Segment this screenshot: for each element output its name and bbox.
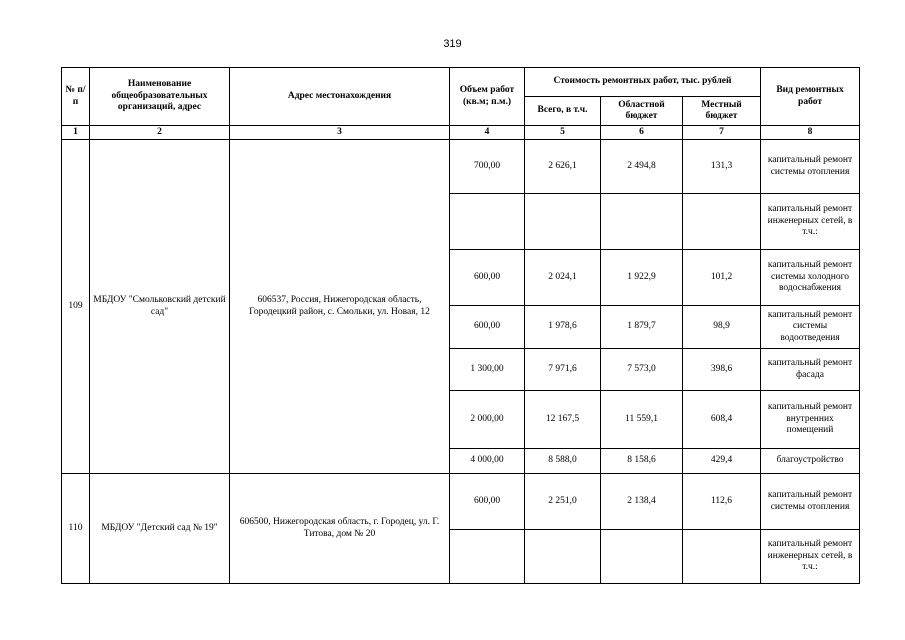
total-cell: 2 626,1 bbox=[525, 140, 601, 194]
regional-cell: 2 494,8 bbox=[601, 140, 683, 194]
repair-type-cell: капитальный ремонт системы водоотведения bbox=[761, 306, 860, 349]
total-cell: 8 588,0 bbox=[525, 449, 601, 474]
regional-cell: 7 573,0 bbox=[601, 349, 683, 391]
regional-cell: 11 559,1 bbox=[601, 391, 683, 449]
org-address: 606537, Россия, Нижегородская область, Городецкий район, с. Смольки, ул. Новая, 12 bbox=[230, 140, 450, 474]
column-number: 6 bbox=[601, 126, 683, 140]
local-cell: 131,3 bbox=[683, 140, 761, 194]
column-number: 7 bbox=[683, 126, 761, 140]
repair-type-cell: капитальный ремонт системы отопления bbox=[761, 140, 860, 194]
header-cost-group: Стоимость ремонтных работ, тыс. рублей bbox=[525, 68, 761, 97]
header-address: Адрес местонахождения bbox=[230, 68, 450, 126]
volume-cell bbox=[450, 530, 525, 584]
header-volume: Объем работ (кв.м; п.м.) bbox=[450, 68, 525, 126]
header-org-name: Наименование общеобразовательных организаций, адрес bbox=[90, 68, 230, 126]
local-cell: 429,4 bbox=[683, 449, 761, 474]
local-cell bbox=[683, 530, 761, 584]
header-num: № п/п bbox=[62, 68, 90, 126]
volume-cell: 4 000,00 bbox=[450, 449, 525, 474]
repair-type-cell: капитальный ремонт системы холодного водоснабжения bbox=[761, 250, 860, 306]
total-cell bbox=[525, 194, 601, 250]
repair-type-cell: благоустройство bbox=[761, 449, 860, 474]
regional-cell: 1 879,7 bbox=[601, 306, 683, 349]
org-name: МБДОУ "Детский сад № 19" bbox=[90, 474, 230, 584]
total-cell: 2 251,0 bbox=[525, 474, 601, 530]
volume-cell: 600,00 bbox=[450, 306, 525, 349]
total-cell: 7 971,6 bbox=[525, 349, 601, 391]
table-row bbox=[62, 474, 860, 530]
column-number: 4 bbox=[450, 126, 525, 140]
table-row bbox=[62, 140, 860, 194]
header-repair-type: Вид ремонтных работ bbox=[761, 68, 860, 126]
repair-type-cell: капитальный ремонт системы отопления bbox=[761, 474, 860, 530]
repair-type-cell: капитальный ремонт фасада bbox=[761, 349, 860, 391]
volume-cell bbox=[450, 194, 525, 250]
local-cell: 398,6 bbox=[683, 349, 761, 391]
repair-works-table bbox=[61, 67, 860, 584]
column-number: 1 bbox=[62, 126, 90, 140]
regional-cell bbox=[601, 530, 683, 584]
column-number: 3 bbox=[230, 126, 450, 140]
volume-cell: 600,00 bbox=[450, 474, 525, 530]
volume-cell: 1 300,00 bbox=[450, 349, 525, 391]
volume-cell: 700,00 bbox=[450, 140, 525, 194]
org-address: 606500, Нижегородская область, г. Городец, ул. Г. Титова, дом № 20 bbox=[230, 474, 450, 584]
local-cell: 98,9 bbox=[683, 306, 761, 349]
total-cell: 2 024,1 bbox=[525, 250, 601, 306]
column-number: 2 bbox=[90, 126, 230, 140]
regional-cell: 2 138,4 bbox=[601, 474, 683, 530]
repair-type-cell: капитальный ремонт инженерных сетей, в т.ч.: bbox=[761, 530, 860, 584]
record-num: 109 bbox=[62, 140, 90, 474]
header-total: Всего, в т.ч. bbox=[525, 97, 601, 126]
header-local: Местный бюджет bbox=[683, 97, 761, 126]
header-regional: Областной бюджет bbox=[601, 97, 683, 126]
page-number: 319 bbox=[443, 38, 462, 50]
local-cell: 101,2 bbox=[683, 250, 761, 306]
repair-type-cell: капитальный ремонт внутренних помещений bbox=[761, 391, 860, 449]
regional-cell bbox=[601, 194, 683, 250]
local-cell: 608,4 bbox=[683, 391, 761, 449]
total-cell: 1 978,6 bbox=[525, 306, 601, 349]
local-cell bbox=[683, 194, 761, 250]
column-number: 8 bbox=[761, 126, 860, 140]
volume-cell: 600,00 bbox=[450, 250, 525, 306]
volume-cell: 2 000,00 bbox=[450, 391, 525, 449]
local-cell: 112,6 bbox=[683, 474, 761, 530]
total-cell: 12 167,5 bbox=[525, 391, 601, 449]
total-cell bbox=[525, 530, 601, 584]
column-number: 5 bbox=[525, 126, 601, 140]
regional-cell: 8 158,6 bbox=[601, 449, 683, 474]
record-num: 110 bbox=[62, 474, 90, 584]
repair-type-cell: капитальный ремонт инженерных сетей, в т.ч.: bbox=[761, 194, 860, 250]
org-name: МБДОУ "Смольковский детский сад" bbox=[90, 140, 230, 474]
column-numbers-row bbox=[62, 126, 860, 140]
regional-cell: 1 922,9 bbox=[601, 250, 683, 306]
